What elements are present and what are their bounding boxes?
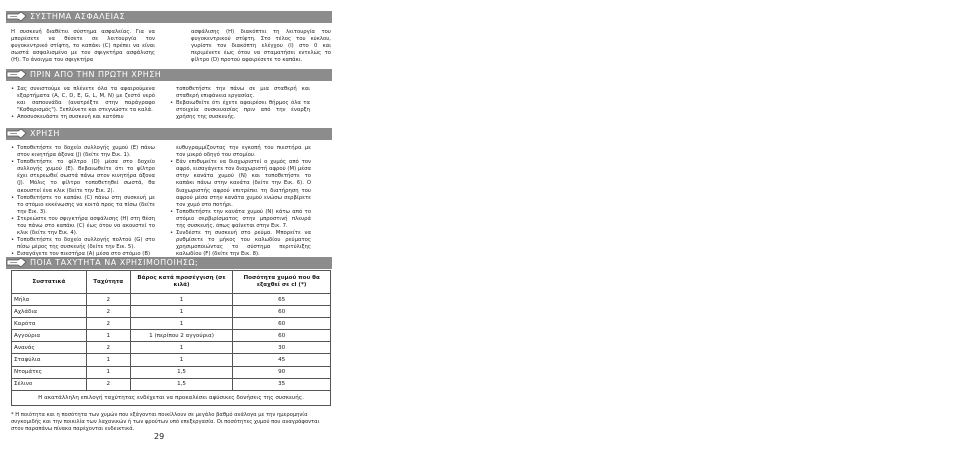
table-cell: 2 xyxy=(86,378,130,390)
table-cell: 1 xyxy=(130,318,233,330)
table-cell: 1 xyxy=(86,354,130,366)
table-cell: 60 xyxy=(233,306,331,318)
pointing-hand-icon xyxy=(6,256,28,270)
pointing-hand-icon xyxy=(6,10,28,24)
table-cell: Σταφύλια xyxy=(12,354,87,366)
table-cell: Αγγούρια xyxy=(12,330,87,342)
section-header-usage xyxy=(6,128,332,140)
table-cell: 2 xyxy=(86,294,130,306)
section-header-before-first-use xyxy=(6,69,332,81)
table-cell: 90 xyxy=(233,366,331,378)
safety-text-left: Η συσκευή διαθέτει σύστημα ασφαλείας. Για να μπορέσετε να θέσετε σε λειτουργία τον φυγοκεντρικό στίφτη, το καπάκι (C) πρέπει να είναι σωστά ασφαλισμένο με τον σφιγκτήρα ασφάλισης (H). Το άνοιγμα του σφιγκτήρα xyxy=(11,29,155,64)
section-title: ΧΡΗΣΗ xyxy=(30,129,60,138)
table-cell: Ντομάτες xyxy=(12,366,87,378)
table-cell: Καρότα xyxy=(12,318,87,330)
section-title: ΠΡΙΝ ΑΠΟ ΤΗΝ ΠΡΩΤΗ ΧΡΗΣΗ xyxy=(30,70,162,79)
list-item: • Εισαγάγετε τον πιεστήρα (A) μέσα στο στόμιο (B) xyxy=(11,251,155,258)
table-footer-note: Η ακατάλληλη επιλογή ταχύτητας ενδέχεται να προκαλέσει αφύσικες δονήσεις της συσκευής. xyxy=(12,390,331,405)
list-item: • Αποσυσκευάστε τη συσκευή και κατόπιν xyxy=(11,114,155,121)
table-cell: 1 xyxy=(130,342,233,354)
table-row xyxy=(12,378,331,390)
list-item: • Συνδέστε τη συσκευή στο ρεύμα. Μπορείτε να ρυθμίσετε το μήκος του καλωδίου ρεύματος χρησιμοποιώντας το σύστημα περιτύλιξης καλωδίου (F) (δείτε την Εικ. 8). xyxy=(170,230,311,258)
table-row xyxy=(12,366,331,378)
table-footer-row xyxy=(12,390,331,405)
list-item: • Σας συνιστούμε να πλένετε όλα τα αφαιρούμενα εξαρτήματα (A, C, D, E, G, L, M, N) με ζεστό νερό και σαπουνάδα (ανατρέξτε στην παράγραφο "Καθαρισμός"). Ξεπλύνετε και στεγνώστε τα καλά. xyxy=(11,86,155,114)
list-item: • Τοποθετήστε την κανάτα χυμού (N) κάτω από το στόμιο σερβιρίσματος στην μπροστινή πλευρά της συσκευής, όπως φαίνεται στην Εικ. 7. xyxy=(170,209,311,230)
before-use-text-left xyxy=(11,86,155,121)
section-title: ΠΟΙΑ ΤΑΧΥΤΗΤΑ ΝΑ ΧΡΗΣΙΜΟΠΟΙΗΣΩ; xyxy=(30,258,199,267)
table-cell: 1,5 xyxy=(130,366,233,378)
safety-text-right: ασφάλισης (H) διακόπτει τη λειτουργία του φυγοκεντρικού στίφτη. Στο τέλος του κύκλου, γυρίστε τον διακόπτη ελέγχου (I) στο 0 και περιμένετε έως ότου να σταματήσει εντελώς το φίλτρο (D) προτού αφαιρέσετε το καπάκι. xyxy=(191,29,331,64)
list-item: • Τοποθετήστε το φίλτρο (D) μέσα στο δοχείο συλλογής χυμού (E). Βεβαιωθείτε ότι το φίλτρο έχει στερεωθεί σωστά πάνω στον κινητήρα άξονα (J). Μόλις το φίλτρο τοποθετηθεί σωστά, θα ακουστεί ένα κλικ (δείτε την Εικ. 2). xyxy=(11,159,155,194)
pointing-hand-icon xyxy=(6,68,28,82)
table-cell: 2 xyxy=(86,318,130,330)
table-row xyxy=(12,342,331,354)
table-cell: 2 xyxy=(86,342,130,354)
table-cell: 45 xyxy=(233,354,331,366)
table-cell: 60 xyxy=(233,330,331,342)
table-row xyxy=(12,354,331,366)
table-row xyxy=(12,294,331,306)
table-cell: 1 xyxy=(130,294,233,306)
list-item: • Βεβαιωθείτε ότι έχετε αφαιρέσει θήρμος όλα τα στοιχεία συσκευασίας πριν από την έναρξη χρήσης της συσκευής. xyxy=(170,100,310,121)
list-item: • Τοποθετήστε το καπάκι (C) πάνω στη συσκευή με το στόμιο εκκένωσης να κοιτά προς τα πίσω (δείτε την Εικ. 3). xyxy=(11,195,155,216)
section-header-safety xyxy=(6,11,332,23)
table-cell: 1 (περίπου 2 αγγούρια) xyxy=(130,330,233,342)
table-cell: 2 xyxy=(86,306,130,318)
table-cell: 1 xyxy=(130,306,233,318)
list-item: • Τοποθετήστε το δοχείο συλλογής πολτού (G) στο πίσω μέρος της συσκευής (δείτε την Εικ. 5). xyxy=(11,237,155,251)
before-use-text-right: τοποθετήστε την πάνω σε μια σταθερή και σταθερή επιφάνεια εργασίας. • Βεβαιωθείτε ότι έχετε αφαιρέσει θήρμος όλα τα στοιχεία συσκευασίας πριν από την έναρξη χρήσης της συσκευής. xyxy=(170,86,310,121)
table-row xyxy=(12,318,331,330)
table-row xyxy=(12,306,331,318)
list-item: • Τοποθετήστε το δοχείο συλλογής χυμού (E) πάνω στον κινητήρα άξονα (J) (δείτε την Εικ. 1). xyxy=(11,145,155,159)
table-header-row xyxy=(12,271,331,294)
footnote: * Η ποιότητα και η ποσότητα των χυμών που εξάγονται ποικίλλουν σε μεγάλο βαθμό ανάλογα με την ημερομηνία συγκομιδής και την ποικιλία των λαχανικών ή των φρούτων υπό επεξεργασία. Οι ποσότητες χυμού που αναγράφονται στον παραπάνω πίνακα παρέχονται ενδεικτικά. xyxy=(11,412,320,432)
table-cell: 60 xyxy=(233,318,331,330)
list-item: • Στερεώστε τον σφιγκτήρα ασφάλισης (H) στη θέση του πάνω στο καπάκι (C) έως ότου να ακουστεί το κλικ (δείτε την Εικ. 4). xyxy=(11,216,155,237)
usage-text-right: ευθυγραμμίζοντας την εγκοπή του πιεστήρα με τον μικρό οδηγό του στομίου. • Εάν επιθυμείτε να διαχωριστεί ο χυμός από τον αφρό, εισαγάγετε τον διαχωριστή αφρού (M) μέσα στην κανάτα χυμού (N) και τοποθετήστε το καπάκι πάνω στην κανάτα (δείτε την Εικ. 6). Ο διαχωριστής αφρού επιτρέπει τη διατήρηση του αφρού μέσα στην κανάτα χυμού ενώσω σερβίρετε τον χυμό στο ποτήρι. • Τοποθετήστε την κανάτα χυμού (N) κάτω από το στόμιο σερβιρίσματος στην μπροστινή πλευρά της συσκευής, όπως φαίνεται στην Εικ. 7. • Συνδέστε τη συσκευή στο ρεύμα. Μπορείτε να ρυθμίσετε το μήκος του καλωδίου ρεύματος χρησιμοποιώντας το σύστημα περιτύλιξης καλωδίου (F) (δείτε την Εικ. 8). xyxy=(170,145,311,259)
table-cell: Ανανάς xyxy=(12,342,87,354)
table-cell: 1 xyxy=(130,354,233,366)
list-item: • Εάν επιθυμείτε να διαχωριστεί ο χυμός από τον αφρό, εισαγάγετε τον διαχωριστή αφρού (M) μέσα στην κανάτα χυμού (N) και τοποθετήστε το καπάκι πάνω στην κανάτα (δείτε την Εικ. 6). Ο διαχωριστής αφρού επιτρέπει τη διατήρηση του αφρού μέσα στην κανάτα χυμού ενώσω σερβίρετε τον χυμό στο ποτήρι. xyxy=(170,159,311,209)
page-number: 29 xyxy=(154,432,165,441)
usage-text-left xyxy=(11,145,155,259)
pointing-hand-icon xyxy=(6,127,28,141)
table-cell: Μήλα xyxy=(12,294,87,306)
column-header: Συστατικά xyxy=(12,271,87,294)
table-cell: 1,5 xyxy=(130,378,233,390)
table-cell: 1 xyxy=(86,330,130,342)
table-row xyxy=(12,330,331,342)
column-header: Ποσότητα χυμού που θα εξαχθεί σε cl (*) xyxy=(233,271,331,294)
speed-table xyxy=(11,270,331,406)
column-header: Ταχύτητα xyxy=(86,271,130,294)
table-cell: 35 xyxy=(233,378,331,390)
section-title: ΣΥΣΤΗΜΑ ΑΣΦΑΛΕΙΑΣ xyxy=(30,12,126,21)
table-cell: 30 xyxy=(233,342,331,354)
section-header-speed xyxy=(6,257,332,269)
table-cell: Αχλάδια xyxy=(12,306,87,318)
table-cell: 65 xyxy=(233,294,331,306)
table-cell: Σέλινο xyxy=(12,378,87,390)
column-header: Βάρος κατά προσέγγιση (σε κιλά) xyxy=(130,271,233,294)
table-cell: 1 xyxy=(86,366,130,378)
